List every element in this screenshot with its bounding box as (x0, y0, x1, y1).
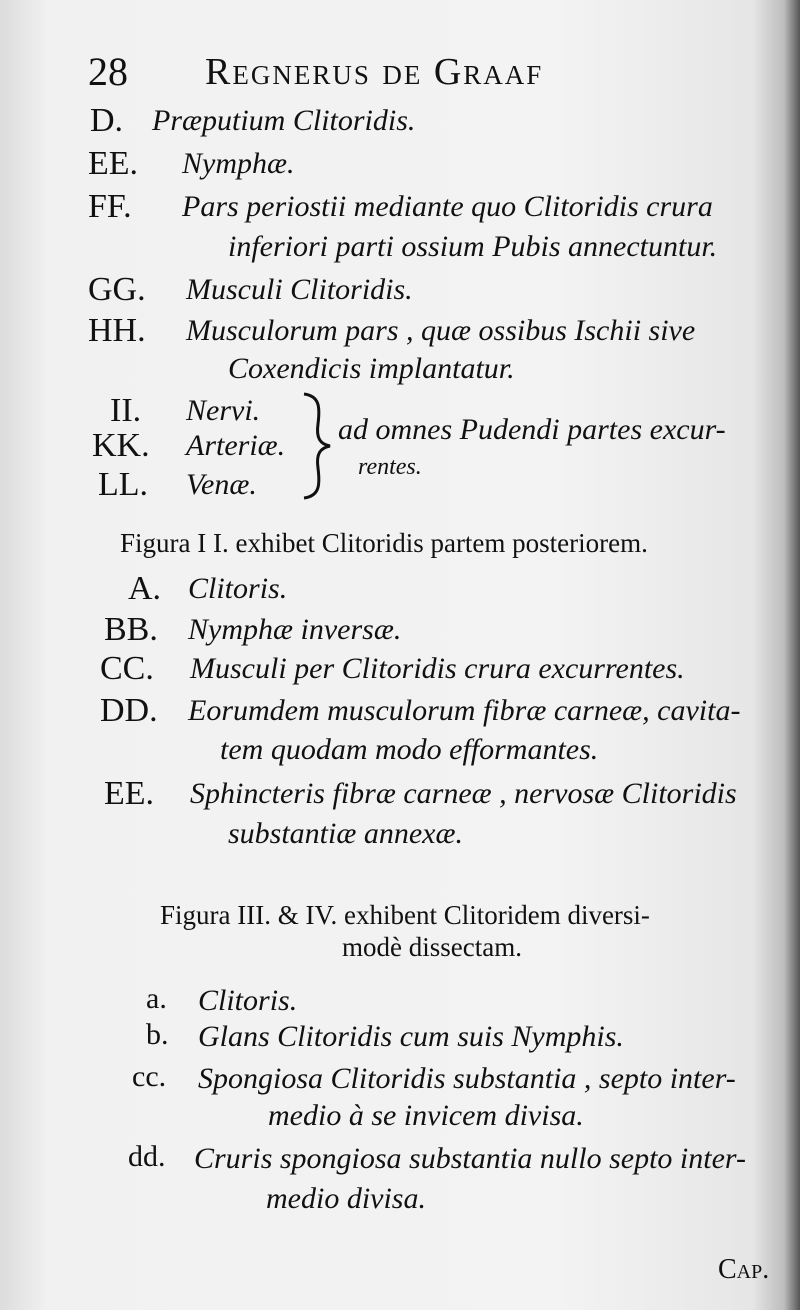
legend-text-continued: inferiori parti ossium Pubis annectuntur. (228, 230, 718, 263)
page-header (0, 44, 800, 104)
legend-label: CC. (100, 650, 154, 687)
running-title: Regnerus de Graaf (205, 51, 544, 93)
legend-text: Eorumdem musculorum fibræ carneæ, cavita- (188, 694, 741, 727)
legend-label: KK. (92, 427, 150, 464)
figure-heading-continued: modè dissectam. (342, 932, 522, 962)
legend-label: EE. (104, 775, 155, 812)
legend-text: Clitoris. (198, 984, 298, 1017)
catchword: Cap. (718, 1254, 770, 1285)
legend-text: Sphincteris fibræ carneæ , nervosæ Clitoridis (190, 777, 737, 810)
legend-text-continued: medio divisa. (266, 1182, 426, 1215)
legend-label: A. (128, 570, 162, 607)
legend-text: Nervi. (186, 394, 261, 427)
legend-text: Musculorum pars , quæ ossibus Ischii sive (186, 314, 696, 347)
legend-text: Glans Clitoridis cum suis Nymphis. (198, 1020, 624, 1053)
legend-text: Musculi Clitoridis. (186, 273, 413, 306)
braced-shared-text: ad omnes Pudendi partes excur- (338, 413, 726, 446)
legend-text: Nymphæ inversæ. (188, 613, 402, 646)
legend-label: cc. (132, 1060, 167, 1093)
legend-label: EE. (88, 145, 139, 182)
legend-text-continued: substantiæ annexæ. (228, 817, 464, 850)
page-number: 28 (88, 49, 128, 94)
legend-label: dd. (128, 1140, 166, 1173)
legend-text: Pars periostii mediante quo Clitoridis crura (182, 190, 713, 223)
legend-text-continued: tem quodam modo efformantes. (220, 733, 599, 766)
legend-label: II. (110, 392, 142, 429)
legend-text-continued: medio à se invicem divisa. (268, 1099, 584, 1132)
legend-text: Venæ. (186, 468, 257, 501)
legend-text: Præputium Clitoridis. (152, 104, 416, 137)
figure-heading: Figura I I. exhibet Clitoridis partem posteriorem. (120, 528, 648, 558)
braced-shared-text-continued: rentes. (358, 454, 422, 480)
legend-text-continued: Coxendicis implantatur. (228, 352, 515, 385)
legend-label: DD. (100, 692, 158, 729)
legend-text: Nymphæ. (182, 147, 295, 180)
legend-label: b. (146, 1018, 169, 1051)
legend-text: Cruris spongiosa substantia nullo septo inter- (194, 1142, 746, 1175)
legend-label: D. (90, 102, 124, 139)
legend-label: GG. (88, 271, 146, 308)
legend-text: Spongiosa Clitoridis substantia , septo inter- (198, 1062, 736, 1095)
curly-brace (298, 390, 334, 502)
legend-label: a. (146, 982, 167, 1015)
legend-label: LL. (98, 466, 149, 503)
legend-label: BB. (104, 611, 158, 648)
figure-heading: Figura III. & IV. exhibent Clitoridem diversi- (160, 900, 650, 930)
legend-text: Musculi per Clitoridis crura excurrentes. (190, 652, 685, 685)
legend-text: Clitoris. (188, 572, 288, 605)
legend-label: FF. (88, 188, 132, 225)
legend-text: Arteriæ. (186, 429, 286, 462)
legend-label: HH. (88, 312, 146, 349)
